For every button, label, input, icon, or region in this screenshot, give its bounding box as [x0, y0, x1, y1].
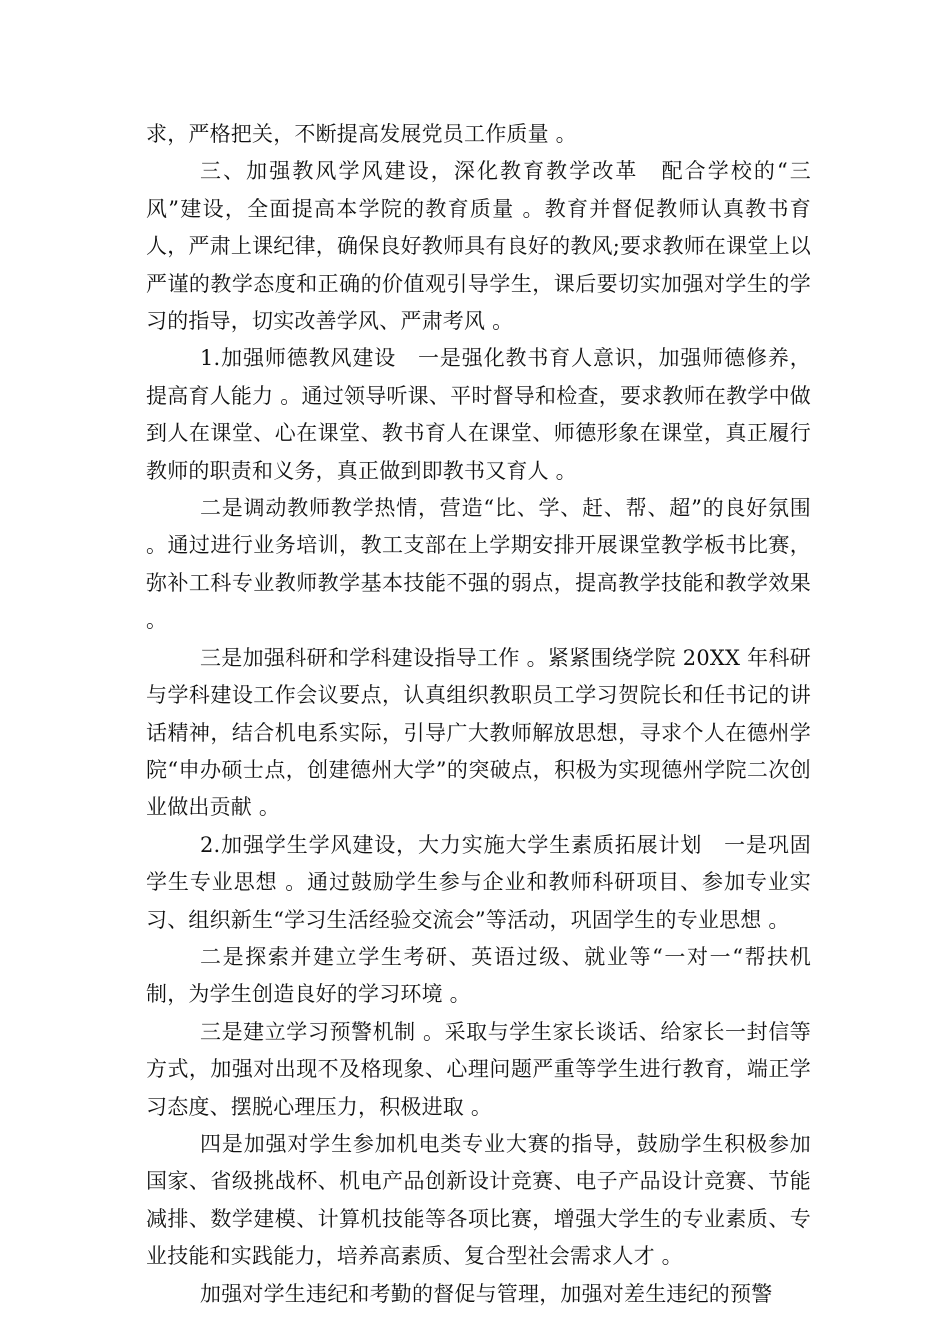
paragraph-9: 四是加强对学生参加机电类专业大赛的指导，鼓励学生积极参加国家、省级挑战杯、机电产品创新设计竞赛、电子产品设计竞赛、节能减排、数学建模、计算机技能等各项比赛，增强大学生的专业素质、专业技能和实践能力，培养高素质、复合型社会需求人才 。	[146, 1131, 811, 1269]
paragraph-7: 二是探索并建立学生考研、英语过级、就业等“一对一“帮扶机制，为学生创造良好的学习环境 。	[146, 944, 811, 1007]
document-body	[146, 116, 811, 1313]
paragraph-2: 三、加强教风学风建设，深化教育教学改革 配合学校的“三风”建设，全面提高本学院的教育质量 。教育并督促教师认真教书育人，严肃上课纪律，确保良好教师具有良好的教风;要求教师在课堂上以严谨的教学态度和正确的价值观引导学生，课后要切实加强对学生的学习的指导，切实改善学风、严肃考风 。	[146, 159, 811, 334]
paragraph-1: 求，严格把关，不断提高发展党员工作质量 。	[146, 122, 577, 146]
paragraph-4: 二是调动教师教学热情，营造“比、学、赶、帮、超”的良好氛围 。通过进行业务培训，教工支部在上学期安排开展课堂教学板书比赛，弥补工科专业教师教学基本技能不强的弱点，提高教学技能和教学效果 。	[146, 496, 811, 633]
paragraph-10: 加强对学生违纪和考勤的督促与管理，加强对差生违纪的预警	[200, 1281, 773, 1306]
paragraph-6: 2.加强学生学风建设，大力实施大学生素质拓展计划 一是巩固学生专业思想 。通过鼓励学生参与企业和教师科研项目、参加专业实习、组织新生“学习生活经验交流会”等活动，巩固学生的专业思想 。	[146, 832, 811, 932]
paragraph-5: 三是加强科研和学科建设指导工作 。紧紧围绕学院 20XX 年科研与学科建设工作会议要点，认真组织教职员工学习贺院长和任书记的讲话精神，结合机电系实际，引导广大教师解放思想，寻求个人在德州学院“申办硕士点，创建德州大学”的突破点，积极为实现德州学院二次创业做出贡献 。	[146, 645, 811, 820]
paragraph-3: 1.加强师德教风建设 一是强化教书育人意识，加强师德修养，提高育人能力 。通过领导听课、平时督导和检查，要求教师在教学中做到人在课堂、心在课堂、教书育人在课堂、师德形象在课堂，真正履行教师的职责和义务，真正做到即教书又育人 。	[146, 346, 811, 483]
paragraph-8: 三是建立学习预警机制 。采取与学生家长谈话、给家长一封信等方式，加强对出现不及格现象、心理问题严重等学生进行教育，端正学习态度、摆脱心理压力，积极进取 。	[146, 1019, 811, 1119]
